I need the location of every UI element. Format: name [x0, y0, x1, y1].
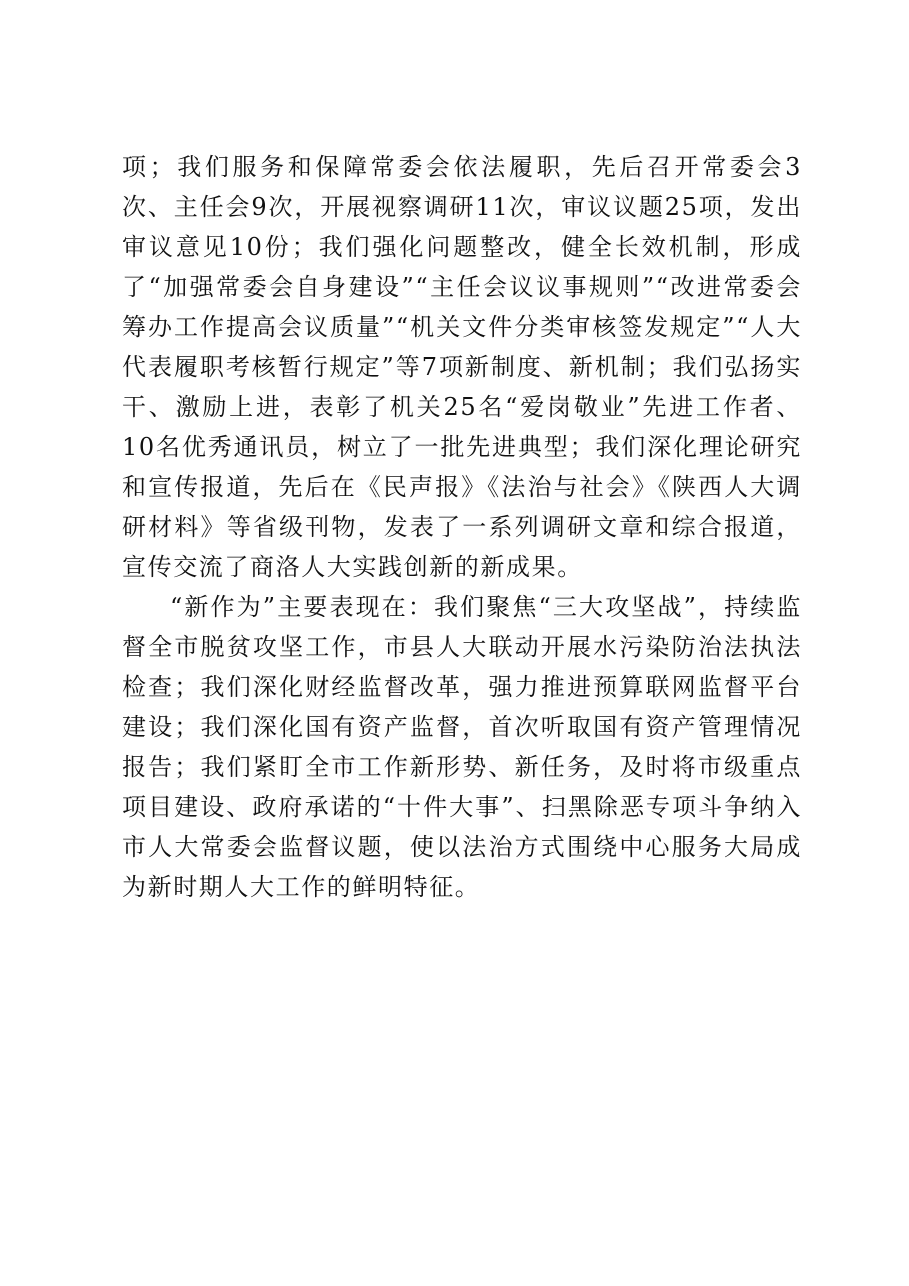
document-body	[122, 147, 802, 907]
paragraph-continued: 项；我们服务和保障常委会依法履职，先后召开常委会3次、主任会9次，开展视察调研11次，审议议题25项，发出审议意见10份；我们强化问题整改，健全长效机制，形成了“加强常委会自身建设”“主任会议议事规则”“改进常委会筹办工作提高会议质量”“机关文件分类审核签发规定”“人大代表履职考核暂行规定”等7项新制度、新机制；我们弘扬实干、激励上进，表彰了机关25名“爱岗敬业”先进工作者、10名优秀通讯员，树立了一批先进典型；我们深化理论研究和宣传报道，先后在《民声报》《法治与社会》《陕西人大调研材料》等省级刊物，发表了一系列调研文章和综合报道，宣传交流了商洛人大实践创新的新成果。	[122, 153, 802, 581]
paragraph-new-actions: “新作为”主要表现在：我们聚焦“三大攻坚战”，持续监督全市脱贫攻坚工作，市县人大联动开展水污染防治法执法检查；我们深化财经监督改革，强力推进预算联网监督平台建设；我们深化国有资产监督，首次听取国有资产管理情况报告；我们紧盯全市工作新形势、新任务，及时将市级重点项目建设、政府承诺的“十件大事”、扫黑除恶专项斗争纳入市人大常委会监督议题，使以法治方式围绕中心服务大局成为新时期人大工作的鲜明特征。	[122, 593, 802, 901]
